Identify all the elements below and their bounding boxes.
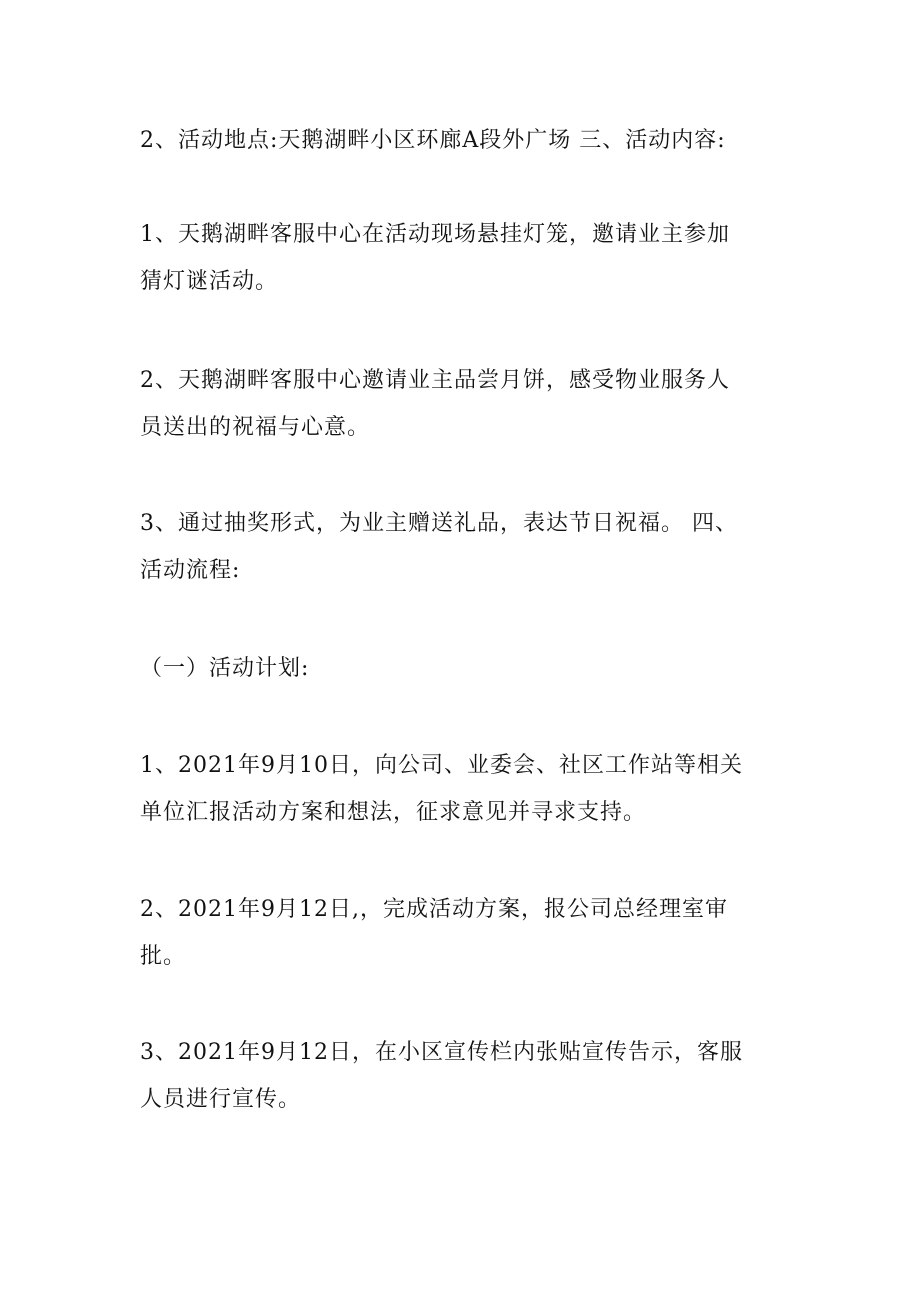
paragraph-plan-item-3 [140,1029,800,1123]
paragraph-plan-item-2 [140,886,800,980]
text-line: （一）活动计划: [140,656,310,681]
text-line: 2、天鹅湖畔客服中心邀请业主品尝月饼，感受物业服务人 [140,368,730,393]
text-line: 3、2021年9月12日，在小区宣传栏内张贴宣传告示，客服 [140,1040,743,1065]
text-line: 2、2021年9月12日,，完成活动方案，报公司总经理室审 [140,897,728,922]
section-heading-activity-plan [140,645,800,692]
paragraph-content-item-3 [140,500,800,594]
text-line: 1、天鹅湖畔客服中心在活动现场悬挂灯笼，邀请业主参加 [140,222,730,247]
paragraph-content-item-2 [140,357,800,451]
paragraph-content-item-1 [140,211,800,305]
paragraph-activity-location [140,117,800,164]
text-line: 批。 [140,944,187,969]
paragraph-plan-item-1 [140,742,800,836]
text-line: 人员进行宣传。 [140,1087,302,1112]
text-line: 3、通过抽奖形式，为业主赠送礼品，表达节日祝福。 四、 [140,511,738,536]
text-line: 员送出的祝福与心意。 [140,415,371,440]
text-line: 1、2021年9月10日，向公司、业委会、社区工作站等相关 [140,753,743,778]
text-line: 活动流程: [140,558,241,583]
text-line: 2、活动地点:天鹅湖畔小区环廊A段外广场 三、活动内容: [140,128,726,153]
text-line: 猜灯谜活动。 [140,269,279,294]
text-line: 单位汇报活动方案和想法，征求意见并寻求支持。 [140,800,647,825]
